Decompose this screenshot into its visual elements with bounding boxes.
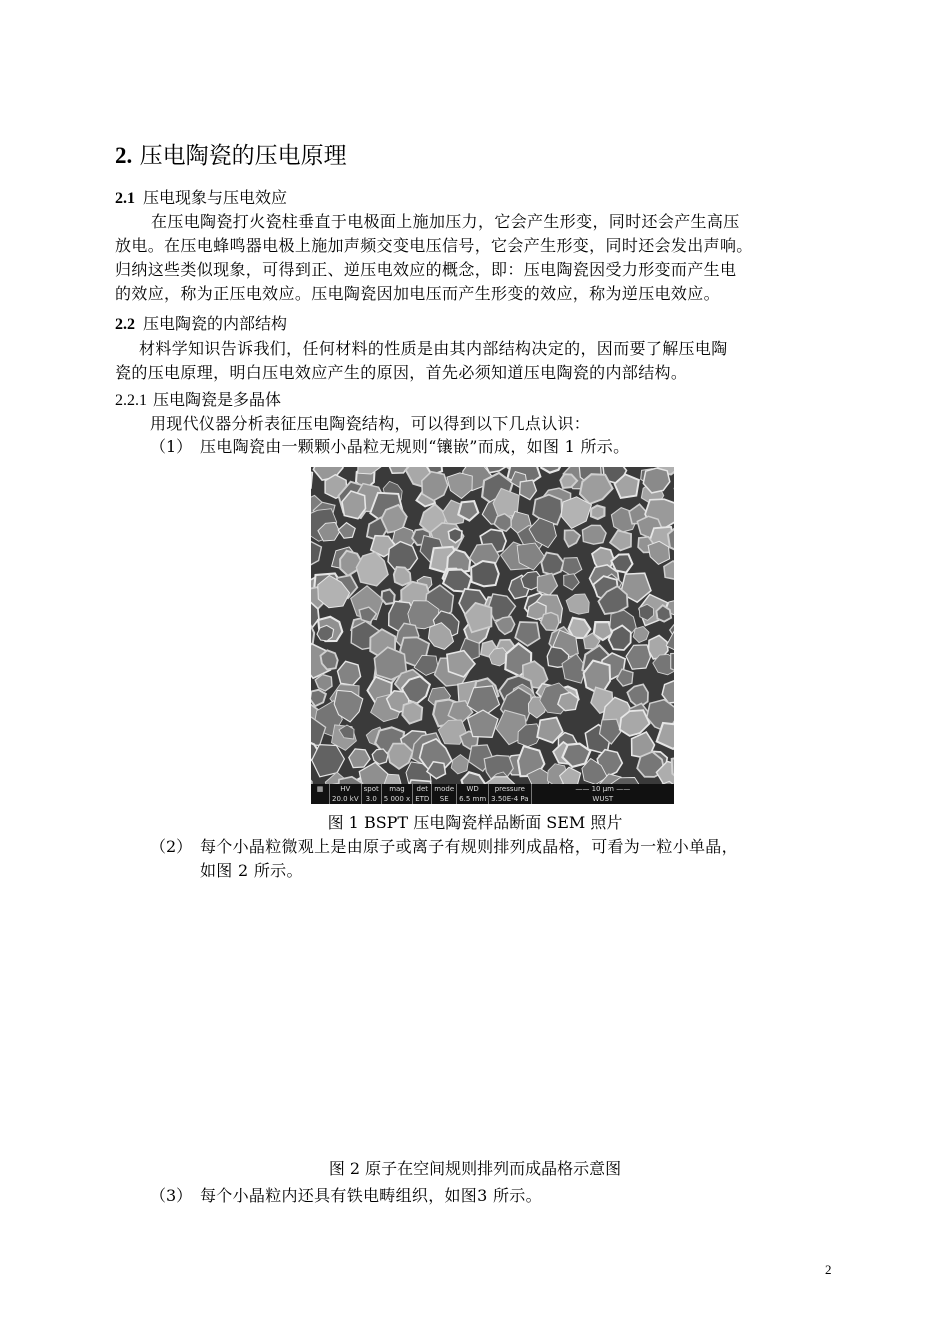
sem-value: WUST [592, 795, 614, 803]
sem-photo [311, 467, 674, 804]
list-item-body [200, 435, 840, 459]
sem-value: 20.0 kV [332, 795, 359, 803]
sem-cell-wd [456, 784, 488, 804]
subsection-title: 压电现象与压电效应 [143, 188, 288, 207]
sem-label: WD [466, 785, 479, 793]
paragraph-piezo-effect [115, 210, 838, 306]
sem-value: SE [439, 795, 449, 803]
sem-label: HV [340, 785, 351, 793]
list-item-body [200, 1184, 840, 1208]
figure-2-caption: 图 2 原子在空间规则排列而成晶格示意图 [328, 1159, 622, 1178]
list-marker: （3） [150, 1186, 193, 1205]
sem-label: mode [434, 785, 455, 793]
list-line: 每个小晶粒内还具有铁电畴组织，如图3 所示。 [200, 1186, 542, 1205]
paragraph-line: 放电。在压电蜂鸣器电极上施加声频交变电压信号，它会产生形变，同时还会发出声响。 [115, 236, 753, 255]
list-line: 如图 2 所示。 [200, 861, 303, 880]
list-marker: （2） [150, 837, 193, 856]
sem-grain [591, 506, 605, 520]
paragraph-line: 归纳这些类似现象，可得到正、逆压电效应的概念，即：压电陶瓷因受力形变而产生电 [115, 260, 737, 279]
sem-logo-icon: ▦ [316, 785, 324, 793]
sem-cell-hv [329, 784, 361, 804]
subsection-number: 2.2 [115, 316, 135, 333]
section-heading [115, 140, 347, 172]
list-line: 每个小晶粒微观上是由原子或离子有规则排列成晶格，可看为一粒小单晶， [200, 837, 738, 856]
sem-value: 3.0 [365, 795, 377, 803]
sem-grain-texture [311, 467, 674, 784]
sem-grain [382, 589, 395, 604]
subsection-title: 压电陶瓷是多晶体 [153, 390, 282, 409]
sem-cell-scale [531, 784, 674, 804]
sem-value: 6.5 mm [459, 795, 487, 803]
sem-grain [582, 525, 606, 544]
list-marker: （1） [150, 437, 193, 456]
section-number: 2. [115, 143, 133, 168]
list-line: 压电陶瓷由一颗颗小晶粒无规则“镶嵌”而成，如图 1 所示。 [200, 437, 630, 456]
sem-value: ETD [415, 795, 430, 803]
subsection-title: 压电陶瓷的内部结构 [143, 314, 288, 333]
paragraph-line: 瓷的压电原理，明白压电效应产生的原因，首先必须知道压电陶瓷的内部结构。 [115, 363, 688, 382]
page-number: 2 [825, 1262, 832, 1277]
sem-cell-mag [381, 784, 412, 804]
list-item-body [200, 835, 840, 883]
intro-text: 用现代仪器分析表征压电陶瓷结构，可以得到以下几点认识： [150, 414, 591, 433]
subsection-heading-2-2-1 [115, 389, 281, 412]
sem-cell-pressure [488, 784, 530, 804]
subsection-number: 2.1 [115, 190, 135, 207]
subsection-heading-2-2 [115, 313, 287, 336]
sem-cell-det [412, 784, 431, 804]
sem-value: 5 000 x [383, 795, 411, 803]
paragraph-internal-structure [115, 337, 838, 385]
sem-cell-spot [361, 784, 381, 804]
section-title: 压电陶瓷的压电原理 [139, 143, 347, 169]
sem-label: mag [389, 785, 405, 793]
figure-1-caption: 图 1 BSPT 压电陶瓷样品断面 SEM 照片 [327, 813, 623, 832]
paragraph-line: 材料学知识告诉我们，任何材料的性质是由其内部结构决定的，因而要了解压电陶 [139, 339, 728, 358]
sem-databar [311, 784, 674, 804]
subsection-heading-2-1 [115, 187, 287, 210]
sem-label: spot [363, 785, 379, 793]
sem-scalebar: —— 10 μm —— [575, 785, 631, 793]
paragraph-line: 的效应，称为正压电效应。压电陶瓷因加电压而产生形变的效应，称为逆压电效应。 [115, 284, 720, 303]
paragraph-line: 在压电陶瓷打火瓷柱垂直于电极面上施加压力，它会产生形变，同时还会产生高压 [151, 212, 740, 231]
sem-label: pressure [494, 785, 525, 793]
figure-2-image-area [200, 890, 750, 1150]
sem-label: det [416, 785, 428, 793]
sem-grain [471, 561, 499, 586]
subsection-number: 2.2.1 [115, 392, 147, 409]
sem-value: 3.50E-4 Pa [491, 795, 529, 803]
sem-cell-mode [431, 784, 456, 804]
